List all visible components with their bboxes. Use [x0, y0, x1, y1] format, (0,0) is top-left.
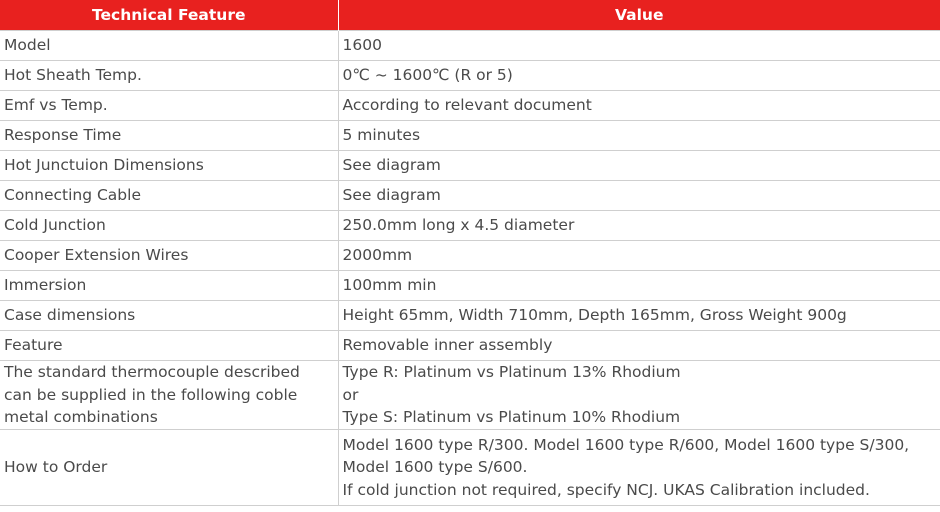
- value-line: Model 1600 type R/300. Model 1600 type R/600, Model 1600 type S/300,: [342, 435, 910, 454]
- feature-cell: [0, 121, 338, 151]
- value-line: Type R: Platinum vs Platinum 13% Rhodium: [342, 363, 681, 382]
- header-feature: Technical Feature: [0, 0, 338, 31]
- feature-line: Case dimensions: [4, 306, 136, 325]
- value-line: If cold junction not required, specify NCJ. UKAS Calibration included.: [342, 480, 870, 499]
- value-line: Type S: Platinum vs Platinum 10% Rhodium: [342, 408, 681, 427]
- feature-line: The standard thermocouple described: [4, 363, 300, 382]
- feature-cell: [0, 61, 338, 91]
- value-cell: [338, 271, 940, 301]
- feature-cell: [0, 91, 338, 121]
- value-cell: [338, 91, 940, 121]
- value-line: See diagram: [342, 156, 441, 175]
- table-row: [0, 331, 940, 361]
- value-line: 1600: [342, 36, 382, 55]
- feature-line: Immersion: [4, 276, 87, 295]
- value-line: According to relevant document: [342, 96, 592, 115]
- feature-cell: [0, 430, 338, 506]
- feature-line: Connecting Cable: [4, 186, 141, 205]
- feature-line: Hot Junctuion Dimensions: [4, 156, 204, 175]
- table-header-row: [0, 0, 940, 31]
- feature-line: metal combinations: [4, 408, 158, 427]
- feature-cell: [0, 211, 338, 241]
- feature-cell: [0, 301, 338, 331]
- value-line: 250.0mm long x 4.5 diameter: [342, 216, 575, 235]
- value-cell: [338, 151, 940, 181]
- feature-line: can be supplied in the following coble: [4, 385, 298, 404]
- value-line: Removable inner assembly: [342, 336, 553, 355]
- feature-cell: [0, 181, 338, 211]
- value-cell: [338, 361, 940, 430]
- value-line: 2000mm: [342, 246, 413, 265]
- feature-cell: [0, 271, 338, 301]
- feature-cell: [0, 151, 338, 181]
- table-row: [0, 361, 940, 430]
- feature-line: Cooper Extension Wires: [4, 246, 189, 265]
- value-cell: [338, 61, 940, 91]
- table-row: [0, 31, 940, 61]
- table-row: [0, 241, 940, 271]
- feature-cell: [0, 31, 338, 61]
- feature-cell: [0, 331, 338, 361]
- feature-cell: [0, 241, 338, 271]
- value-line: Height 65mm, Width 710mm, Depth 165mm, Gross Weight 900g: [342, 306, 847, 325]
- feature-line: How to Order: [4, 458, 108, 477]
- feature-cell: [0, 361, 338, 430]
- value-cell: [338, 211, 940, 241]
- table-row: [0, 301, 940, 331]
- value-line: or: [342, 385, 359, 404]
- feature-line: Model: [4, 36, 51, 55]
- feature-line: Emf vs Temp.: [4, 96, 108, 115]
- feature-line: Hot Sheath Temp.: [4, 66, 142, 85]
- table-row: [0, 271, 940, 301]
- value-cell: [338, 31, 940, 61]
- value-line: 0℃ ~ 1600℃ (R or 5): [342, 66, 513, 85]
- value-cell: [338, 181, 940, 211]
- value-cell: [338, 430, 940, 506]
- table-row: [0, 121, 940, 151]
- value-line: See diagram: [342, 186, 441, 205]
- table-row: [0, 61, 940, 91]
- header-value: Value: [338, 0, 940, 31]
- feature-line: Response Time: [4, 126, 122, 145]
- value-cell: [338, 331, 940, 361]
- table-row: [0, 91, 940, 121]
- table-row: [0, 151, 940, 181]
- value-line: 100mm min: [342, 276, 437, 295]
- table-row: [0, 211, 940, 241]
- value-cell: [338, 301, 940, 331]
- table-row: [0, 181, 940, 211]
- value-line: 5 minutes: [342, 126, 421, 145]
- feature-line: Cold Junction: [4, 216, 106, 235]
- table-row: [0, 430, 940, 506]
- value-line: Model 1600 type S/600.: [342, 458, 528, 477]
- value-cell: [338, 121, 940, 151]
- value-cell: [338, 241, 940, 271]
- feature-line: Feature: [4, 336, 63, 355]
- table-body: [0, 31, 940, 506]
